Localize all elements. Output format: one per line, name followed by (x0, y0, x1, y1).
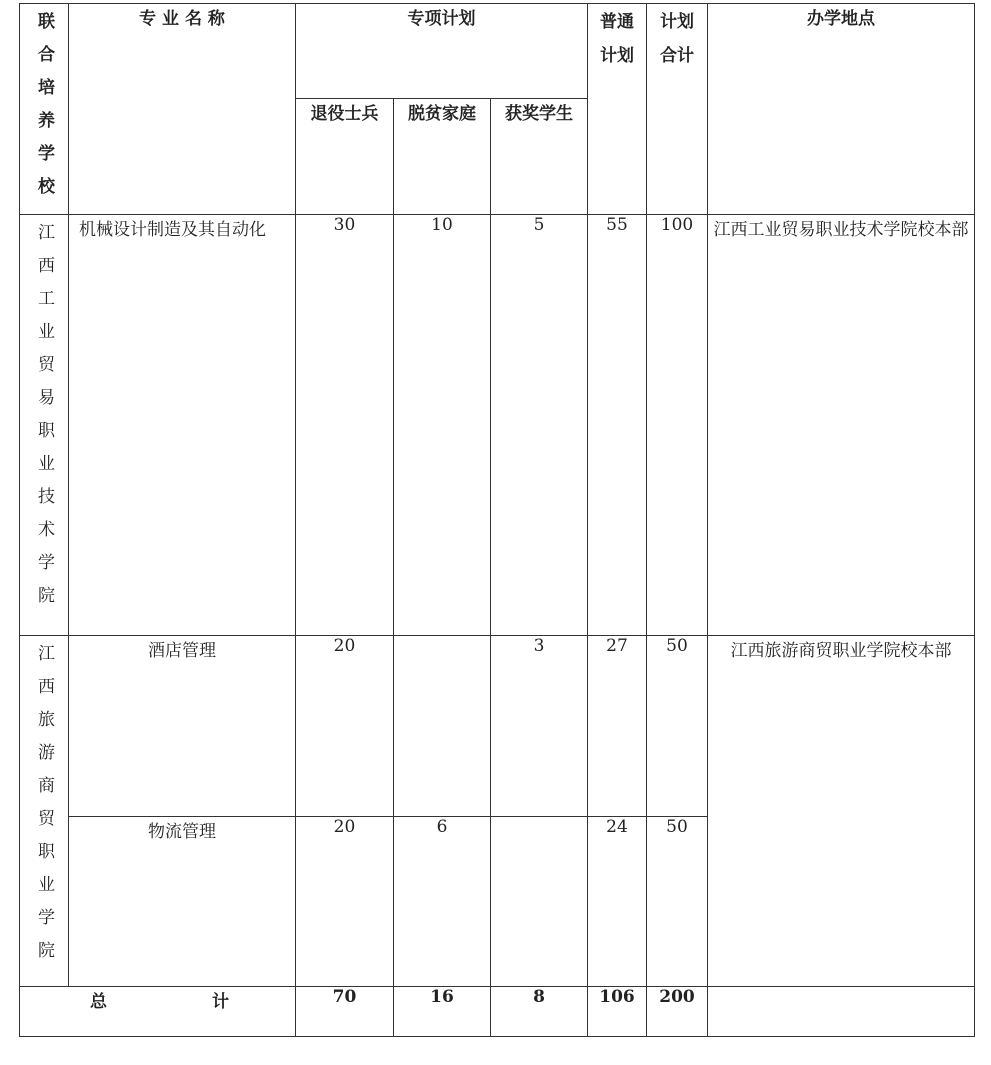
poverty-cell (394, 636, 491, 817)
poverty-cell: 6 (394, 817, 491, 987)
header-location: 办学地点 (708, 4, 975, 215)
header-major: 专 业 名 称 (69, 4, 296, 215)
total-plan-cell: 200 (647, 987, 708, 1037)
major-cell: 机械设计制造及其自动化 (69, 215, 296, 636)
regular-cell: 27 (588, 636, 647, 817)
location-cell: 江西工业贸易职业技术学院校本部 (708, 215, 975, 636)
poverty-cell: 10 (394, 215, 491, 636)
header-veterans: 退役士兵 (296, 99, 394, 215)
school-cell: 江西旅游商贸职业学院 (20, 636, 69, 987)
header-school: 联合培养学校 (20, 4, 69, 215)
table-row (20, 636, 975, 817)
location-cell: 江西旅游商贸职业学院校本部 (708, 636, 975, 987)
award-cell: 3 (491, 636, 588, 817)
major-cell: 物流管理 (69, 817, 296, 987)
total-regular-cell: 106 (588, 987, 647, 1037)
header-poverty: 脱贫家庭 (394, 99, 491, 215)
veterans-cell: 20 (296, 817, 394, 987)
veterans-cell: 30 (296, 215, 394, 636)
veterans-cell: 20 (296, 636, 394, 817)
total-poverty-cell: 16 (394, 987, 491, 1037)
table-row (20, 215, 975, 636)
total-label-cell (20, 987, 296, 1037)
total-cell: 100 (647, 215, 708, 636)
award-cell: 5 (491, 215, 588, 636)
enrollment-plan-table (19, 3, 975, 1037)
total-row (20, 987, 975, 1037)
total-label-left: 总 (90, 992, 107, 1012)
total-cell: 50 (647, 636, 708, 817)
header-row-1 (20, 4, 975, 99)
award-cell (491, 817, 588, 987)
header-plan-total: 计划 合计 (647, 4, 708, 215)
regular-cell: 24 (588, 817, 647, 987)
header-award: 获奖学生 (491, 99, 588, 215)
header-special-plan: 专项计划 (296, 4, 588, 99)
total-cell: 50 (647, 817, 708, 987)
school-cell: 江西工业贸易职业技术学院 (20, 215, 69, 636)
total-location-cell (708, 987, 975, 1037)
major-cell: 酒店管理 (69, 636, 296, 817)
total-veterans-cell: 70 (296, 987, 394, 1037)
total-label-right: 计 (212, 992, 229, 1012)
regular-cell: 55 (588, 215, 647, 636)
header-regular-plan: 普通 计划 (588, 4, 647, 215)
total-award-cell: 8 (491, 987, 588, 1037)
